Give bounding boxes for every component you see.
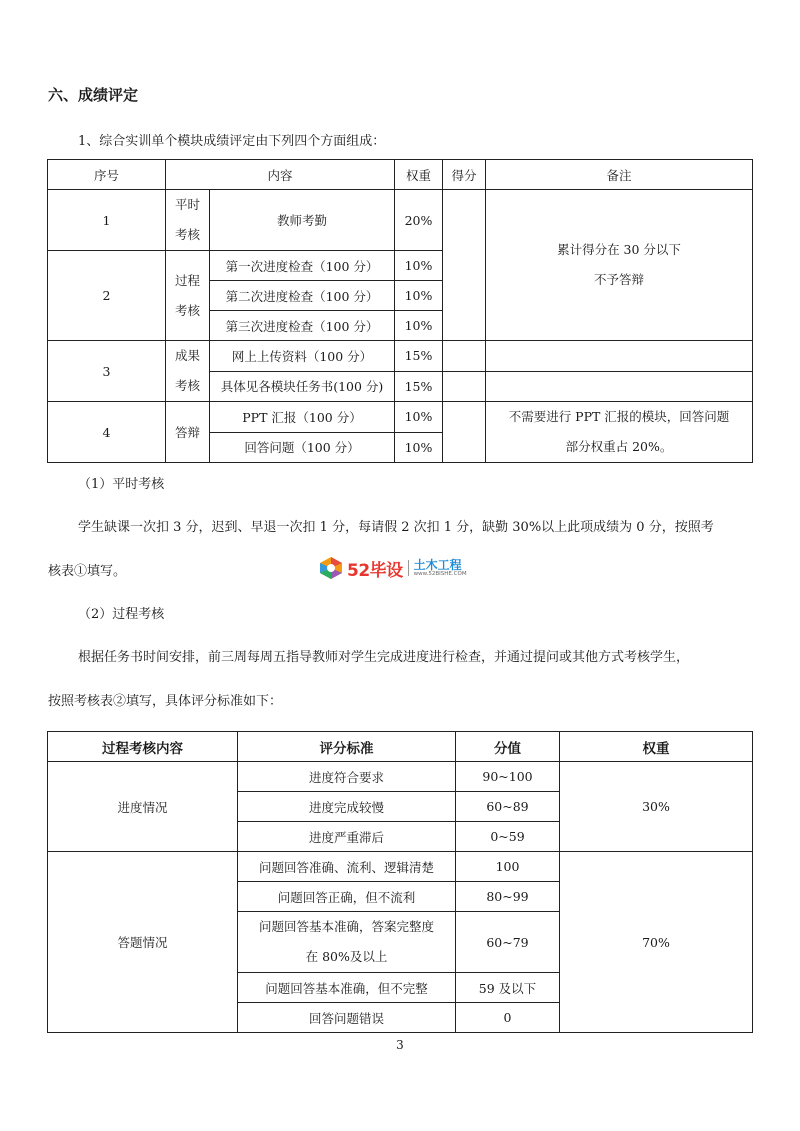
score-composition-table (47, 159, 753, 463)
item-content: PPT 汇报（100 分） (210, 402, 395, 433)
item-content: 具体见各模块任务书(100 分) (210, 371, 395, 402)
score-cell: 60~89 (456, 792, 560, 822)
criteria-cell: 问题回答正确，但不流利 (238, 882, 456, 912)
sub2-line2: 按照考核表②填写，具体评分标准如下： (48, 694, 283, 709)
score-cell: 60~79 (456, 912, 560, 973)
item-weight: 10% (395, 402, 443, 433)
item-weight: 10% (395, 251, 443, 281)
group-no: 2 (48, 251, 166, 341)
criteria-line: 问题回答基本准确，答案完整度 (258, 919, 434, 934)
criteria-cell (238, 912, 456, 973)
watermark-logo (318, 555, 486, 581)
remark-cell (486, 190, 753, 341)
score-cell: 80~99 (456, 882, 560, 912)
header-score: 分值 (456, 732, 560, 762)
criteria-cell: 进度符合要求 (238, 762, 456, 792)
item-weight: 15% (395, 371, 443, 402)
logo-url: www.52BISHE.COM (413, 570, 467, 577)
group-category: 过程考核 (166, 251, 210, 341)
group-label: 答题情况 (48, 852, 238, 1033)
item-weight: 20% (395, 190, 443, 251)
item-content: 网上上传资料（100 分） (210, 341, 395, 372)
header-score: 得分 (443, 160, 486, 190)
item-weight: 10% (395, 432, 443, 463)
score-cell: 0 (456, 1003, 560, 1033)
item-content: 教师考勤 (210, 190, 395, 251)
item-content: 回答问题（100 分） (210, 432, 395, 463)
remark-cell (486, 371, 753, 402)
criteria-line: 在 80%及以上 (305, 949, 388, 964)
item-weight: 10% (395, 311, 443, 341)
sub1-line1: 学生缺课一次扣 3 分，迟到、早退一次扣 1 分，每请假 2 次扣 1 分，缺勤 30%以上此项成绩为 0 分，按照考 (78, 520, 714, 535)
sub1-title: （1）平时考核 (78, 477, 165, 492)
remark-line: 不予答辩 (594, 272, 645, 287)
header-remark: 备注 (486, 160, 753, 190)
remark-cell (486, 402, 753, 463)
group-label: 进度情况 (48, 762, 238, 852)
table-header-row (48, 732, 753, 762)
criteria-cell: 问题回答基本准确，但不完整 (238, 973, 456, 1003)
score-cell (443, 402, 486, 463)
header-no: 序号 (48, 160, 166, 190)
criteria-cell: 问题回答准确、流利、逻辑清楚 (238, 852, 456, 882)
remark-line: 不需要进行 PPT 汇报的模块，回答问题 (508, 409, 730, 424)
group-category: 答辩 (166, 402, 210, 463)
item-content: 第一次进度检查（100 分） (210, 251, 395, 281)
score-cell (443, 341, 486, 372)
criteria-cell: 进度完成较慢 (238, 792, 456, 822)
logo-right (414, 559, 467, 578)
remark-cell (486, 341, 753, 372)
score-cell (443, 371, 486, 402)
header-weight: 权重 (560, 732, 753, 762)
score-cell: 100 (456, 852, 560, 882)
remark-line: 累计得分在 30 分以下 (557, 242, 681, 257)
sub2-line1: 根据任务书时间安排，前三周每周五指导教师对学生完成进度进行检查，并通过提问或其他方式考核学生， (78, 650, 690, 665)
remark-line: 部分权重占 20%。 (565, 439, 673, 454)
page-number: 3 (396, 1038, 404, 1052)
group-no: 4 (48, 402, 166, 463)
process-criteria-table (47, 731, 753, 1033)
group-no: 1 (48, 190, 166, 251)
table-row (48, 190, 753, 251)
header-criteria: 评分标准 (238, 732, 456, 762)
header-content: 内容 (166, 160, 395, 190)
group-category: 平时考核 (166, 190, 210, 251)
table-row (48, 852, 753, 882)
item-weight: 15% (395, 341, 443, 372)
item-content: 第二次进度检查（100 分） (210, 281, 395, 311)
logo-mark-icon (318, 556, 344, 580)
score-cell: 59 及以下 (456, 973, 560, 1003)
score-cell: 0~59 (456, 822, 560, 852)
item-weight: 10% (395, 281, 443, 311)
sub1-line2: 核表①填写。 (48, 564, 127, 579)
table-row (48, 402, 753, 433)
logo-subtitle: 土木工程 (413, 557, 462, 572)
logo-text: 52毕设 (347, 560, 403, 581)
weight-cell: 70% (560, 852, 753, 1033)
sub2-title: （2）过程考核 (78, 607, 165, 622)
table-row (48, 341, 753, 372)
score-cell: 90~100 (456, 762, 560, 792)
criteria-cell: 进度严重滞后 (238, 822, 456, 852)
item-content: 第三次进度检查（100 分） (210, 311, 395, 341)
table-header-row (48, 160, 753, 190)
header-weight: 权重 (395, 160, 443, 190)
intro-text: 1、综合实训单个模块成绩评定由下列四个方面组成： (78, 134, 386, 149)
logo-divider (408, 560, 409, 576)
score-cell (443, 190, 486, 341)
group-no: 3 (48, 341, 166, 402)
table-row (48, 762, 753, 792)
section-heading: 六、成绩评定 (48, 86, 139, 104)
criteria-cell: 回答问题错误 (238, 1003, 456, 1033)
header-content: 过程考核内容 (48, 732, 238, 762)
weight-cell: 30% (560, 762, 753, 852)
group-category: 成果考核 (166, 341, 210, 402)
